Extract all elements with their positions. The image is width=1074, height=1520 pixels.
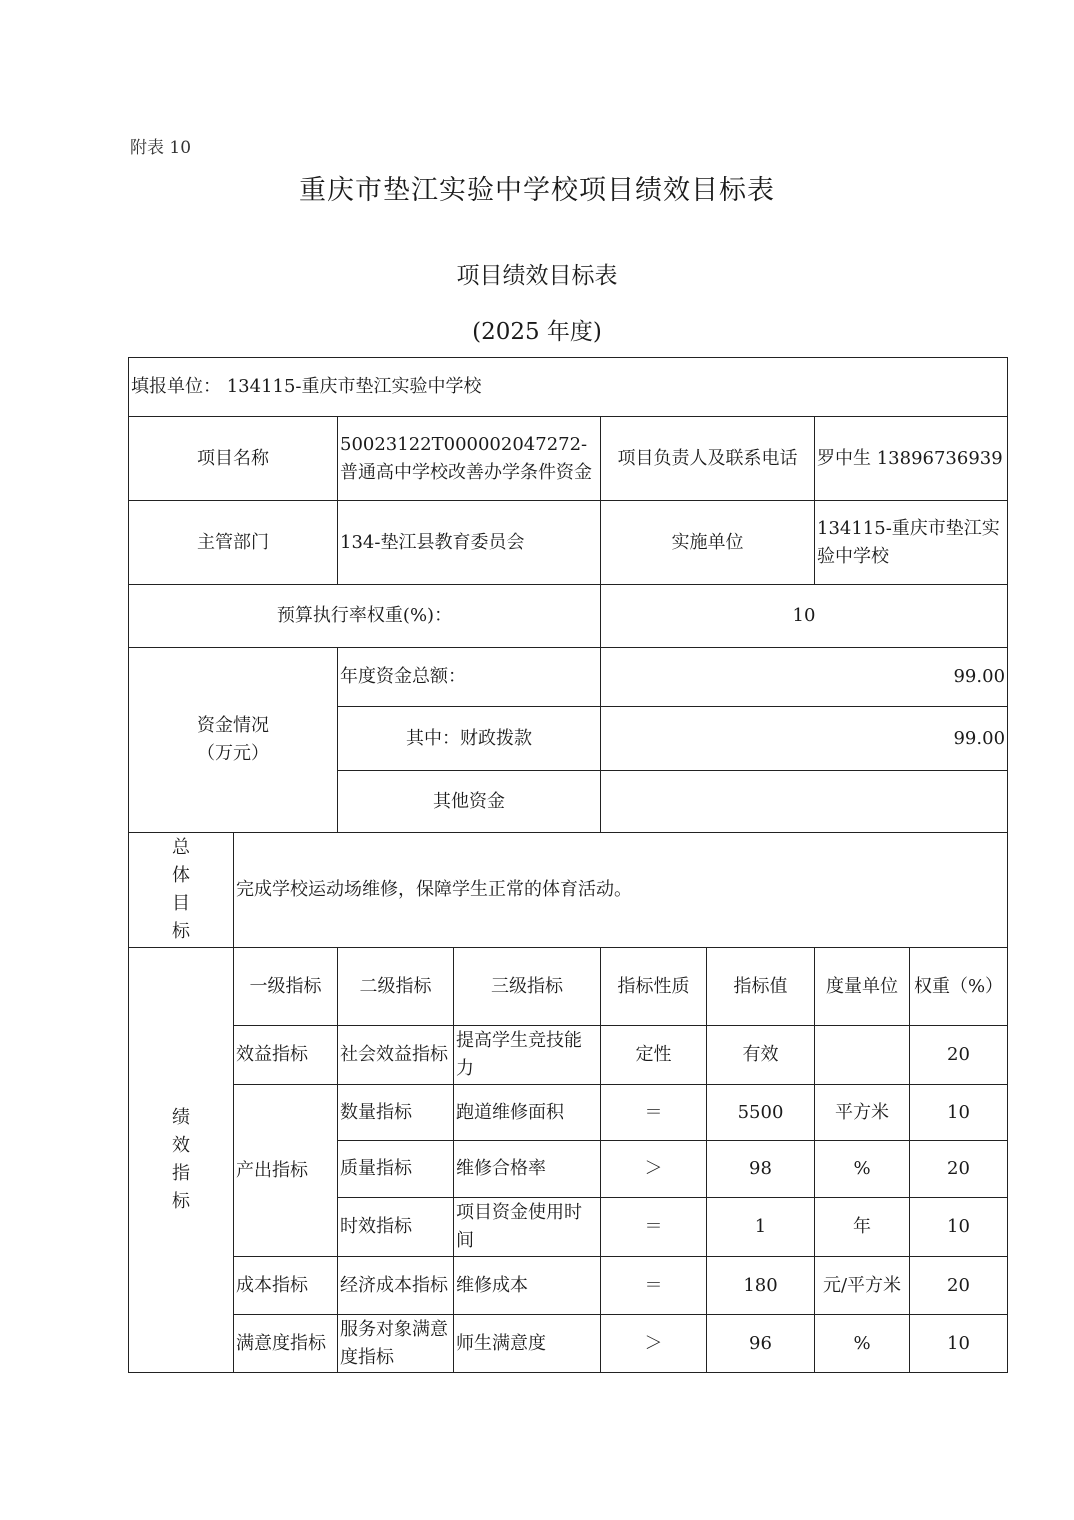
nature-cell: ＞ [601, 1141, 707, 1198]
level2-cell: 时效指标 [338, 1198, 454, 1257]
table-title: 项目绩效目标表 [456, 263, 618, 289]
header-level3: 三级指标 [454, 948, 601, 1026]
value-cell: 有效 [707, 1026, 815, 1085]
fiscal-allocation-label: 其中：财政拨款 [338, 707, 601, 771]
level1-cell: 产出指标 [234, 1085, 338, 1257]
level1-cell: 满意度指标 [234, 1315, 338, 1373]
level1-cell: 成本指标 [234, 1257, 338, 1315]
level3-cell: 维修成本 [454, 1257, 601, 1315]
performance-indicators-label [129, 948, 234, 1373]
table-row [129, 1257, 1008, 1315]
funds-label [129, 648, 338, 833]
level2-cell: 经济成本指标 [338, 1257, 454, 1315]
other-funds-value [601, 771, 1008, 833]
attachment-label: 附表 10 [130, 138, 192, 158]
nature-cell: ＝ [601, 1085, 707, 1141]
budget-weight-label: 预算执行率权重(%)： [129, 585, 601, 648]
header-unit: 度量单位 [815, 948, 910, 1026]
header-weight: 权重（%） [910, 948, 1008, 1026]
overall-goal-label [129, 833, 234, 948]
project-name-label: 项目名称 [129, 417, 338, 501]
unit-cell: 平方米 [815, 1085, 910, 1141]
header-value: 指标值 [707, 948, 815, 1026]
performance-target-table [128, 357, 1008, 1373]
budget-weight-value: 10 [601, 585, 1008, 648]
header-level1: 一级指标 [234, 948, 338, 1026]
annual-total-value: 99.00 [601, 648, 1008, 707]
weight-cell: 20 [910, 1026, 1008, 1085]
level3-cell: 项目资金使用时间 [454, 1198, 601, 1257]
level2-cell: 服务对象满意度指标 [338, 1315, 454, 1373]
level1-cell: 效益指标 [234, 1026, 338, 1085]
nature-cell: ＝ [601, 1198, 707, 1257]
level2-cell: 数量指标 [338, 1085, 454, 1141]
department-value: 134-垫江县教育委员会 [338, 501, 601, 585]
annual-total-label: 年度资金总额： [338, 648, 601, 707]
project-name-value: 50023122T000002047272-普通高中学校改善办学条件资金 [338, 417, 601, 501]
value-cell: 98 [707, 1141, 815, 1198]
value-cell: 96 [707, 1315, 815, 1373]
unit-cell: 元/平方米 [815, 1257, 910, 1315]
overall-goal-label-text: 总体目标 [172, 837, 190, 942]
unit-cell: % [815, 1141, 910, 1198]
weight-cell: 10 [910, 1085, 1008, 1141]
other-funds-label: 其他资金 [338, 771, 601, 833]
level2-cell: 质量指标 [338, 1141, 454, 1198]
document-title: 重庆市垫江实验中学校项目绩效目标表 [299, 175, 775, 206]
unit-cell: 年 [815, 1198, 910, 1257]
project-owner-value: 罗中生 13896736939 [815, 417, 1008, 501]
weight-cell: 10 [910, 1315, 1008, 1373]
level3-cell: 提高学生竞技能力 [454, 1026, 601, 1085]
weight-cell: 10 [910, 1198, 1008, 1257]
level3-cell: 师生满意度 [454, 1315, 601, 1373]
nature-cell: ＞ [601, 1315, 707, 1373]
fiscal-year: (2025 年度) [472, 319, 602, 345]
table-row [129, 1315, 1008, 1373]
value-cell: 1 [707, 1198, 815, 1257]
nature-cell: 定性 [601, 1026, 707, 1085]
level3-cell: 跑道维修面积 [454, 1085, 601, 1141]
value-cell: 5500 [707, 1085, 815, 1141]
unit-cell [815, 1026, 910, 1085]
table-row [129, 1026, 1008, 1085]
table-row [129, 1085, 1008, 1141]
level3-cell: 维修合格率 [454, 1141, 601, 1198]
performance-indicators-label-text: 绩效指标 [172, 1107, 190, 1212]
department-label: 主管部门 [129, 501, 338, 585]
value-cell: 180 [707, 1257, 815, 1315]
header-nature: 指标性质 [601, 948, 707, 1026]
header-level2: 二级指标 [338, 948, 454, 1026]
unit-cell: % [815, 1315, 910, 1373]
overall-goal-value: 完成学校运动场维修，保障学生正常的体育活动。 [234, 833, 1008, 948]
weight-cell: 20 [910, 1141, 1008, 1198]
filing-unit: 填报单位： 134115-重庆市垫江实验中学校 [129, 358, 1008, 417]
implementing-unit-value: 134115-重庆市垫江实验中学校 [815, 501, 1008, 585]
implementing-unit-label: 实施单位 [601, 501, 815, 585]
fiscal-allocation-value: 99.00 [601, 707, 1008, 771]
weight-cell: 20 [910, 1257, 1008, 1315]
nature-cell: ＝ [601, 1257, 707, 1315]
funds-label-text: 资金情况（万元） [197, 715, 269, 764]
project-owner-label: 项目负责人及联系电话 [601, 417, 815, 501]
level2-cell: 社会效益指标 [338, 1026, 454, 1085]
